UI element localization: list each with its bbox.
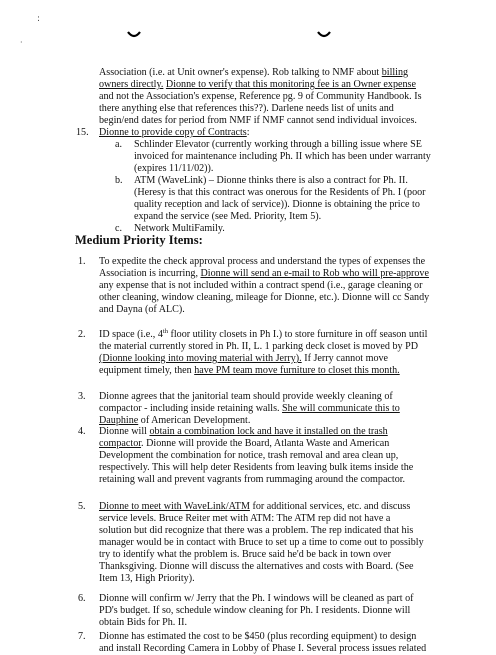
paragraph-line (99, 67, 408, 79)
text-run: other cleaning, window cleaning, mileage for Dionne, etc.). Dionne will cc Sandy (99, 292, 430, 303)
text-run: Association is incurring, (99, 268, 201, 279)
superscript-text: th (162, 328, 168, 335)
text-run: manager would be in contact with Bruce to set up a time to come out to possibly (99, 537, 424, 548)
subitem-line (134, 187, 426, 199)
text-run: Development the combination for notice, trash removal and area clean up, (99, 450, 399, 461)
subitem-line (134, 151, 431, 163)
item-line (99, 617, 187, 629)
item-line (99, 525, 413, 537)
text-run: solution but did recognize that there was a problem. The rep indicated that his (99, 525, 414, 536)
item-line (99, 403, 400, 415)
subitem-line (134, 211, 321, 223)
text-run: of American Development. (138, 415, 251, 426)
item-line (99, 329, 427, 341)
item-line (99, 573, 195, 585)
text-run: . Dionne will provide the Board, Atlanta Waste and American (141, 438, 390, 449)
underlined-text: compactor (99, 438, 142, 449)
paragraph-line (99, 79, 416, 91)
item-line (99, 631, 416, 643)
text-run: : (246, 127, 250, 138)
item-line (99, 292, 429, 304)
text-run: Network MultiFamily. (134, 223, 225, 234)
text-run: Dionne will (99, 426, 150, 437)
text-run: invoiced for maintenance including Ph. II which has been under warranty (134, 151, 431, 162)
text-run: Schlinder Elevator (currently working through a billing issue where SE (134, 139, 422, 150)
item-line (99, 280, 422, 292)
text-run: try to identify what the problem is. Bruce said he'd be back in town over (99, 549, 391, 560)
underlined-text: owners directly. (99, 79, 164, 90)
item-title (99, 127, 250, 139)
underlined-text: Dionne to provide copy of Contracts (99, 127, 247, 138)
text-run: To expedite the check approval process and understand the types of expenses the (99, 256, 426, 267)
scan-speck: · (20, 38, 23, 47)
text-run: and install Recording Camera in Lobby of Phase I. Several process issues related (99, 643, 427, 654)
item-number: 6. (78, 593, 86, 604)
item-line (99, 474, 405, 486)
text-run: expand the service (see Med. Priority, Item 5). (134, 211, 322, 222)
text-run: Association (i.e. at Unit owner's expense). Rob talking to NMF about (99, 67, 382, 78)
underlined-text: billing (381, 67, 409, 78)
item-number: 2. (78, 329, 86, 340)
item-line (99, 561, 414, 573)
text-run: If Jerry cannot move (301, 353, 389, 364)
text-run: obtain Bids for Ph. II. (99, 617, 188, 628)
text-run: floor utility closets in Ph I.) to store furniture in off season until (167, 329, 428, 340)
text-run: and Dayna (of ALC). (99, 304, 185, 315)
scan-speck: : (37, 14, 41, 24)
item-line (99, 304, 185, 316)
underlined-text: have PM team move furniture to closet this month. (194, 365, 400, 376)
text-run: retaining wall and prevent vagrants from rummaging around the compactor. (99, 474, 406, 485)
underlined-text: Dionne will send an e-mail to Rob who will pre-approve (200, 268, 429, 279)
item-number: 3. (78, 391, 86, 402)
text-run: there anything else that references this??). Darlene needs list of units and (99, 103, 394, 114)
underlined-text: She will communicate this to (282, 403, 400, 414)
item-line (99, 605, 410, 617)
text-run: Dionne agrees that the janitorial team should provide weekly cleaning of (99, 391, 393, 402)
item-line (99, 549, 391, 561)
item-number: 1. (78, 256, 86, 267)
text-run: quality reception and lack of service)). Dionne is obtaining the price to (134, 199, 420, 210)
item-number: 15. (76, 127, 89, 138)
item-line (99, 462, 413, 474)
subitem-line (134, 163, 213, 175)
text-run: compactor - including inside retaining walls. (99, 403, 283, 414)
text-run: the material currently stored in Ph. II, L. 1 parking deck closet is moved by PD (99, 341, 418, 352)
text-run: begin/end dates for period from NMF if NMF cannot send individual invoices. (99, 115, 417, 126)
item-line (99, 593, 414, 605)
item-number: 4. (78, 426, 86, 437)
text-run: Dionne has estimated the cost to be $450 (plus recording equipment) to design (99, 631, 417, 642)
item-line (99, 501, 410, 513)
text-run: (expires 11/11/02)). (134, 163, 214, 174)
text-run: ATM (WaveLink) – Dionne thinks there is also a contract for Ph. II. (134, 175, 408, 186)
paragraph-line (99, 103, 394, 115)
subitem-label: b. (115, 175, 123, 186)
text-run: Item 13, High Priority). (99, 573, 195, 584)
underlined-text: Dionne to verify that this monitoring fee is an Owner expense (165, 79, 416, 90)
subitem-label: c. (115, 223, 123, 234)
text-run: for additional services, etc. and discuss (249, 501, 411, 512)
underlined-text: Dauphine (99, 415, 139, 426)
item-line (99, 365, 400, 377)
scan-arc-mark-right (317, 30, 331, 40)
item-line (99, 353, 388, 365)
item-line (99, 513, 390, 525)
text-run: ID space (i.e., 4 (99, 329, 163, 340)
subitem-line (134, 199, 420, 211)
text-run: service levels. Bruce Reiter met with ATM: The ATM rep did not have a (99, 513, 391, 524)
text-run: Dionne will confirm w/ Jerry that the Ph. I windows will be cleaned as part of (99, 593, 414, 604)
item-line (99, 268, 429, 280)
text-run: (Heresy is that this contract was onerous for the Residents of Ph. I (poor (134, 187, 426, 198)
item-line (99, 256, 425, 268)
paragraph-line (99, 91, 422, 103)
item-line (99, 426, 388, 438)
text-run: equipment timely, then (99, 365, 195, 376)
subitem-line (134, 175, 408, 187)
text-run: Thanksgiving. Dionne will discuss the alternatives and costs with Board. (See (99, 561, 414, 572)
text-run: any expense that is not included within a contract spend (i.e., garage cleaning or (99, 280, 423, 291)
text-run: respectively. This will help deter Residents from leaving bulk items inside the (99, 462, 414, 473)
item-line (99, 391, 393, 403)
section-heading: Medium Priority Items: (75, 233, 203, 247)
underlined-text: obtain a combination lock and have it installed on the trash (149, 426, 388, 437)
text-run: and not the Association's expense, Reference pg. 9 of Community Handbook. Is (99, 91, 422, 102)
item-line (99, 643, 426, 655)
item-number: 7. (78, 631, 86, 642)
item-number: 5. (78, 501, 86, 512)
scan-arc-mark-left (127, 30, 141, 40)
underlined-text: (Dionne looking into moving material with Jerry). (99, 353, 302, 364)
item-line (99, 537, 424, 549)
item-line (99, 341, 418, 353)
subitem-label: a. (115, 139, 123, 150)
item-line (99, 450, 398, 462)
subitem-line (134, 139, 422, 151)
item-line (99, 438, 389, 450)
underlined-text: Dionne to meet with WaveLink/ATM (99, 501, 250, 512)
text-run: PD's budget. If so, schedule window cleaning for Ph. I residents. Dionne will (99, 605, 411, 616)
paragraph-line (99, 115, 417, 127)
